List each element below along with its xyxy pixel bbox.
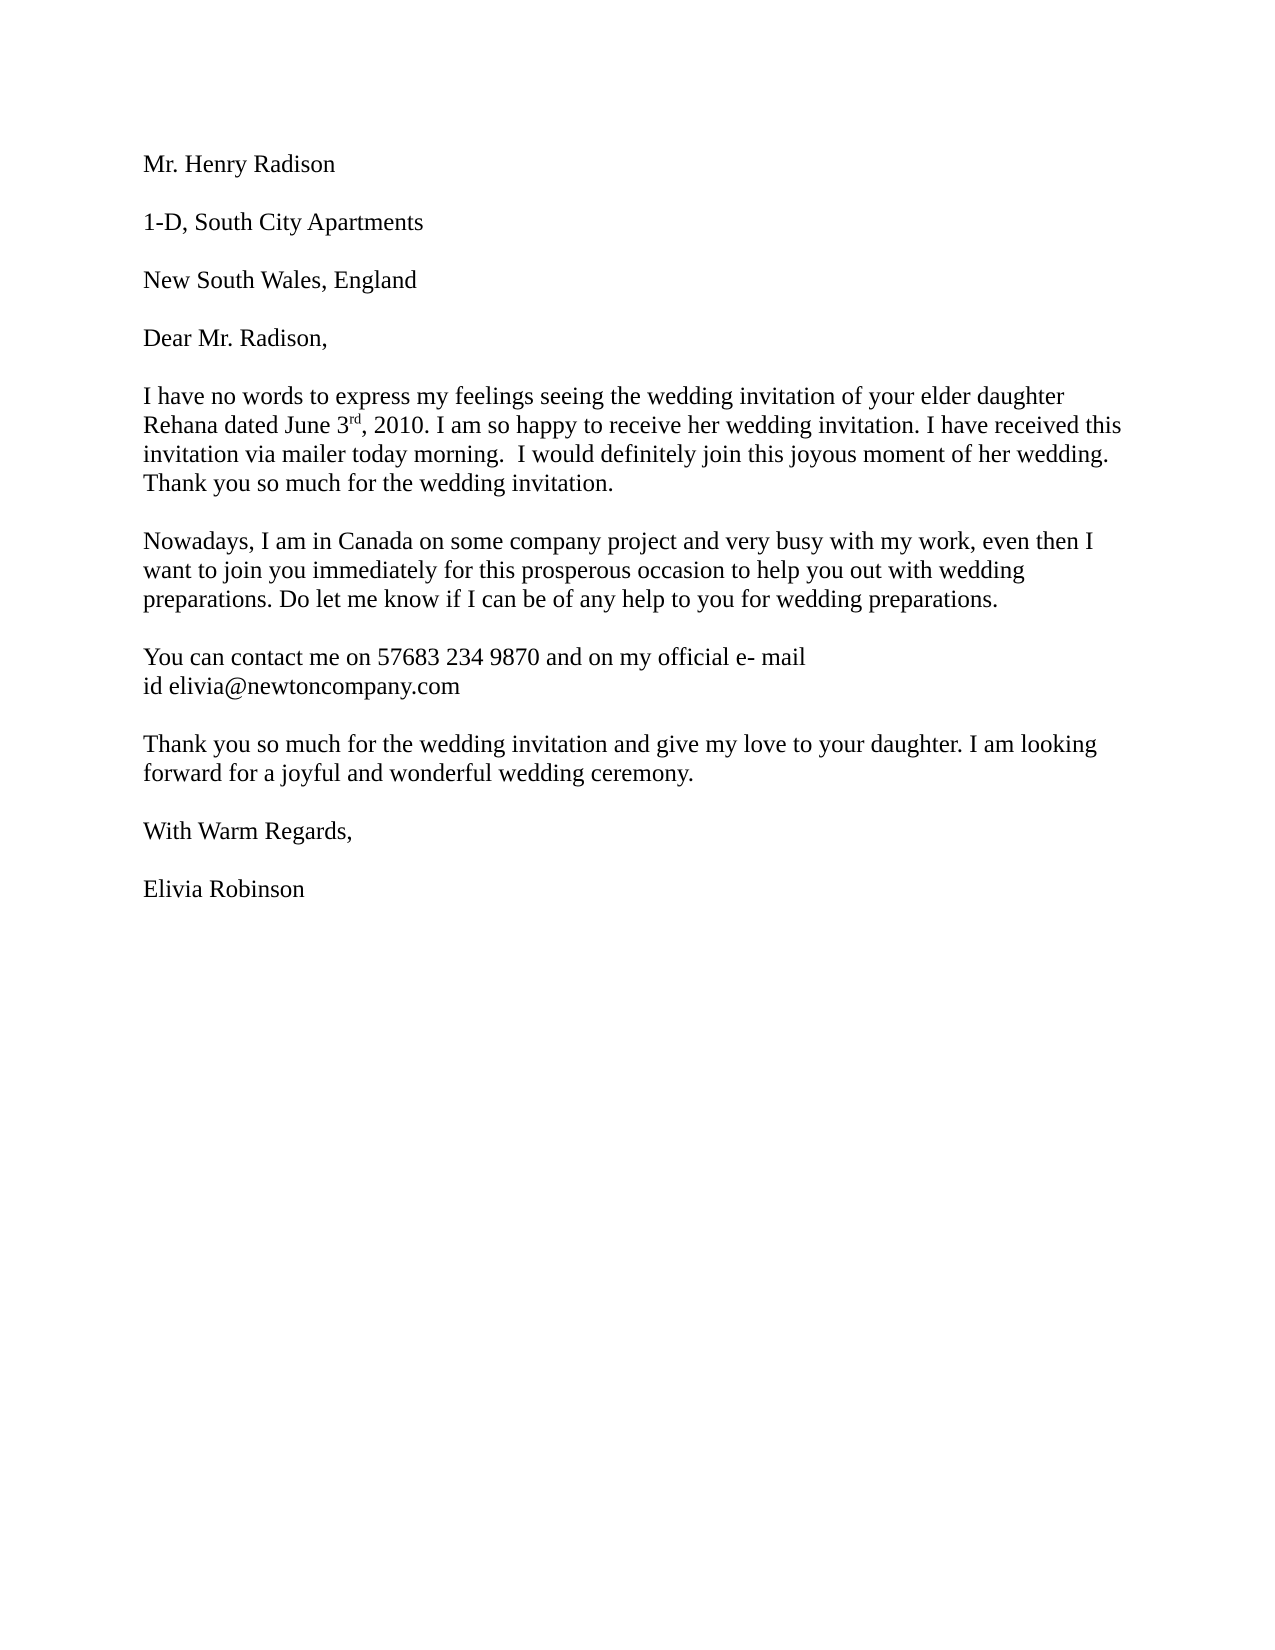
paragraph-invitation-text-after-superscript: , 2010. I am so happy to receive her wedding invitation. I have received this invitation via mailer today morning. I would definitely join this joyous moment of her wedding. Thank you so much for the wedding invitation.: [143, 412, 1128, 497]
salutation: Dear Mr. Radison,: [143, 325, 328, 352]
recipient-address-line-2: New South Wales, England: [143, 267, 417, 294]
closing: With Warm Regards,: [143, 818, 353, 845]
paragraph-thanks: Thank you so much for the wedding invitation and give my love to your daughter. I am looking forward for a joyful and wonderful wedding ceremony.: [143, 731, 1104, 787]
paragraph-canada: Nowadays, I am in Canada on some company project and very busy with my work, even then I want to join you immediately for this prosperous occasion to help you out with wedding preparations. Do let me know if I can be of any help to you for wedding preparations.: [143, 528, 1100, 613]
ordinal-superscript: rd: [349, 411, 362, 428]
recipient-address-line-1: 1-D, South City Apartments: [143, 209, 424, 236]
letter-body: [143, 150, 1128, 904]
contact-phone-line: You can contact me on 57683 234 9870 and on my official e- mail: [143, 644, 806, 671]
recipient-name: Mr. Henry Radison: [143, 151, 336, 178]
paragraph-invitation: [143, 382, 1128, 498]
signature: Elivia Robinson: [143, 876, 305, 903]
paragraph-contact: [143, 643, 1123, 701]
paragraph-invitation-text-before-superscript: I have no words to express my feelings seeing the wedding invitation of your elder daughter Rehana dated June 3: [143, 383, 1071, 439]
contact-email-line: id elivia@newtoncompany.com: [143, 673, 461, 700]
